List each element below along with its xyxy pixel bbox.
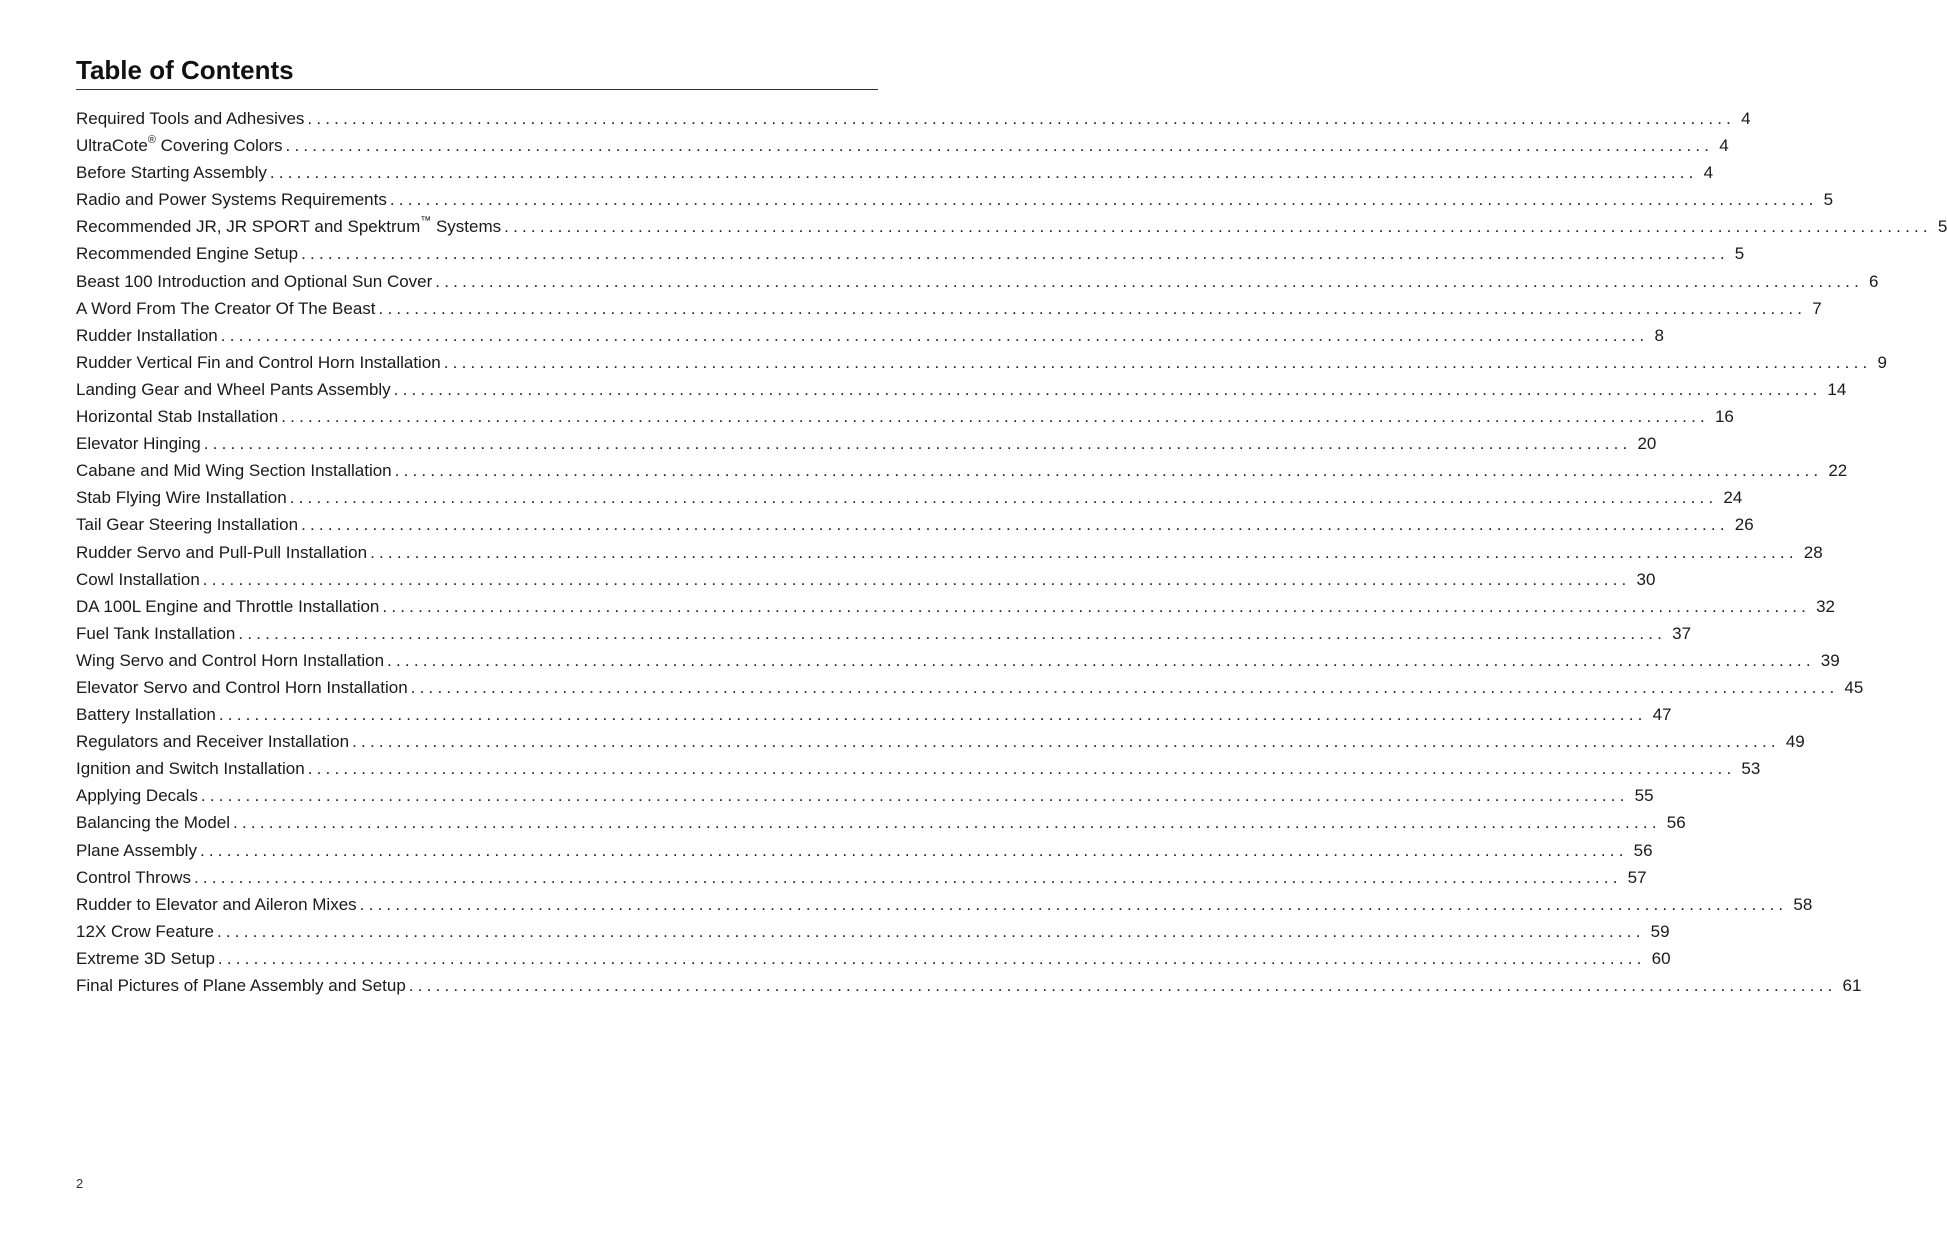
- toc-entry-page: 5: [1823, 190, 1834, 210]
- toc-entry[interactable]: [76, 945, 1671, 972]
- toc-entry-page: 4: [1741, 109, 1751, 128]
- toc-entry-title: [76, 864, 191, 891]
- dot-leader: ................................................................................................................................................................: [307, 759, 1736, 779]
- toc-entry[interactable]: [76, 484, 1743, 511]
- dot-leader: ................................................................................................................................................................: [443, 352, 1872, 372]
- toc-entry-title: [76, 566, 200, 593]
- toc-entry-page: 59: [1650, 921, 1670, 941]
- toc-entry-title: [76, 430, 201, 457]
- toc-entry-title-text: Horizontal Stab Installation: [76, 407, 279, 427]
- toc-entry[interactable]: [76, 268, 1879, 295]
- toc-entry-title: [76, 403, 278, 430]
- toc-entry[interactable]: [76, 511, 1754, 538]
- toc-entry[interactable]: [76, 755, 1761, 782]
- toc-entry[interactable]: [76, 322, 1664, 349]
- toc-entry-page: 5: [1937, 217, 1947, 237]
- toc-entry-title-text: Recommended Engine Setup: [76, 244, 299, 264]
- toc-entry[interactable]: [76, 132, 1729, 159]
- toc-entry[interactable]: [76, 647, 1840, 674]
- toc-entry-page: 6: [1869, 271, 1879, 291]
- toc-entry[interactable]: [76, 782, 1654, 809]
- dot-leader: ................................................................................................................................................................: [238, 623, 1667, 643]
- dot-leader: ................................................................................................................................................................: [193, 867, 1622, 887]
- toc-entry-title-text: A Word From The Creator Of The Beast: [76, 298, 376, 318]
- toc-entry-title: [76, 295, 376, 322]
- dot-leader: ................................................................................................................................................................: [199, 840, 1628, 860]
- toc-list: [76, 105, 1947, 999]
- toc-entry-title: [76, 945, 215, 972]
- toc-entry-page: 24: [1723, 488, 1743, 508]
- toc-entry[interactable]: [76, 159, 1714, 186]
- toc-entry[interactable]: [76, 213, 1947, 240]
- dot-leader: ................................................................................................................................................................: [370, 542, 1798, 562]
- toc-entry-title: [76, 511, 298, 538]
- toc-entry-page: 60: [1651, 948, 1671, 968]
- toc-entry[interactable]: [76, 240, 1745, 267]
- dot-leader: ................................................................................................................................................................: [504, 217, 1932, 237]
- toc-entry-title: [76, 105, 304, 132]
- toc-entry-title-text: Plane Assembly: [76, 840, 197, 860]
- toc-entry-title: [76, 809, 230, 836]
- toc-entry-page: 55: [1634, 786, 1654, 806]
- toc-entry-title-text: Rudder Servo and Pull-Pull Installation: [76, 542, 368, 562]
- toc-entry-page: 58: [1793, 894, 1813, 914]
- toc-entry-title: [76, 674, 408, 701]
- toc-entry[interactable]: [76, 403, 1734, 430]
- toc-entry-title: [76, 837, 197, 864]
- toc-entry-title: [76, 593, 379, 620]
- toc-entry-title-text: Extreme 3D Setup: [76, 948, 215, 968]
- toc-entry-title: [76, 186, 387, 213]
- dot-leader: ................................................................................................................................................................: [387, 650, 1815, 670]
- dot-leader: ................................................................................................................................................................: [435, 271, 1863, 291]
- toc-entry-page: 22: [1828, 461, 1848, 481]
- toc-entry-page: 47: [1652, 705, 1672, 725]
- toc-entry[interactable]: [76, 864, 1647, 891]
- trademark-symbol: ™: [420, 215, 432, 228]
- toc-entry[interactable]: [76, 539, 1823, 566]
- toc-entry-page: 28: [1803, 542, 1823, 562]
- dot-leader: ................................................................................................................................................................: [233, 813, 1661, 833]
- toc-entry-title-text: Fuel Tank Installation: [76, 623, 236, 643]
- toc-entry[interactable]: [76, 701, 1672, 728]
- toc-entry[interactable]: [76, 376, 1847, 403]
- toc-entry[interactable]: [76, 809, 1686, 836]
- toc-entry-title: [76, 159, 267, 186]
- dot-leader: ................................................................................................................................................................: [408, 976, 1837, 995]
- toc-entry-page: 26: [1734, 515, 1754, 535]
- toc-entry-title-text: Elevator Servo and Control Horn Installation: [76, 677, 408, 697]
- toc-entry-title: [76, 268, 432, 295]
- toc-entry-title: [76, 647, 384, 674]
- page-number: 2: [76, 1176, 84, 1191]
- toc-entry[interactable]: [76, 837, 1653, 864]
- toc-entry[interactable]: [76, 918, 1670, 945]
- toc-entry[interactable]: [76, 430, 1657, 457]
- toc-entry-title: [76, 728, 349, 755]
- dot-leader: ................................................................................................................................................................: [281, 407, 1709, 427]
- toc-entry-title-text: Cowl Installation: [76, 569, 200, 589]
- dot-leader: ................................................................................................................................................................: [378, 298, 1807, 318]
- toc-entry[interactable]: [76, 891, 1813, 918]
- toc-entry[interactable]: [76, 186, 1834, 213]
- dot-leader: ................................................................................................................................................................: [301, 515, 1729, 535]
- toc-entry-title: [76, 620, 235, 647]
- toc-entry-title: [76, 972, 406, 999]
- toc-entry-title-text: Elevator Hinging: [76, 434, 201, 454]
- toc-entry-title-text: Control Throws: [76, 867, 191, 887]
- toc-entry-title: [76, 213, 501, 240]
- toc-entry-title-text: UltraCote: [76, 136, 148, 156]
- toc-entry-title: [76, 918, 214, 945]
- toc-entry-title-text: Beast 100 Introduction and Optional Sun Cover: [76, 271, 433, 291]
- toc-entry-page: 16: [1714, 407, 1734, 427]
- dot-leader: ................................................................................................................................................................: [218, 705, 1647, 725]
- toc-entry-title-text: Required Tools and Adhesives: [76, 109, 305, 128]
- toc-entry-title-text: Regulators and Receiver Installation: [76, 732, 350, 752]
- dot-leader: ................................................................................................................................................................: [352, 732, 1780, 752]
- toc-entry-page: 61: [1842, 976, 1862, 995]
- dot-leader: ................................................................................................................................................................: [203, 434, 1632, 454]
- toc-entry-title: [76, 755, 305, 782]
- toc-entry-page: 32: [1816, 596, 1836, 616]
- toc-entry-page: 5: [1734, 244, 1745, 264]
- toc-entry-title-text: Battery Installation: [76, 705, 216, 725]
- dot-leader: ................................................................................................................................................................: [285, 136, 1714, 156]
- page-title: Table of Contents: [76, 55, 294, 85]
- toc-entry-title-text: Stab Flying Wire Installation: [76, 488, 287, 508]
- toc-entry-page: 4: [1719, 136, 1729, 156]
- toc-entry-title-text: DA 100L Engine and Throttle Installation: [76, 596, 380, 616]
- title-divider: [76, 89, 878, 90]
- toc-entry-title: [76, 349, 441, 376]
- toc-entry-page: 20: [1637, 434, 1657, 454]
- dot-leader: ................................................................................................................................................................: [217, 948, 1646, 968]
- toc-entry-page: 56: [1666, 813, 1686, 833]
- dot-leader: ................................................................................................................................................................: [216, 921, 1645, 941]
- toc-entry-title: [76, 132, 283, 159]
- toc-entry-page: 30: [1636, 569, 1656, 589]
- toc-entry-title-text: Covering Colors: [155, 136, 283, 156]
- toc-entry-page: 37: [1672, 623, 1692, 643]
- toc-entry-title: [76, 484, 287, 511]
- toc-entry-page: 9: [1877, 352, 1887, 372]
- toc-entry-title-text: Wing Servo and Control Horn Installation: [76, 650, 385, 670]
- dot-leader: ................................................................................................................................................................: [393, 379, 1822, 399]
- toc-entry-title-text: Systems: [431, 217, 502, 237]
- toc-entry[interactable]: [76, 105, 1751, 132]
- toc-entry-title-text: Rudder to Elevator and Aileron Mixes: [76, 894, 357, 914]
- toc-entry-page: 57: [1627, 867, 1647, 887]
- toc-entry-title-text: 12X Crow Feature: [76, 921, 214, 941]
- toc-entry-title-text: Tail Gear Steering Installation: [76, 515, 299, 535]
- dot-leader: ................................................................................................................................................................: [202, 569, 1631, 589]
- toc-entry[interactable]: [76, 620, 1692, 647]
- dot-leader: ................................................................................................................................................................: [301, 244, 1729, 264]
- toc-entry-title: [76, 539, 367, 566]
- dot-leader: ................................................................................................................................................................: [269, 163, 1698, 183]
- dot-leader: ................................................................................................................................................................: [307, 109, 1736, 128]
- toc-entry[interactable]: [76, 728, 1805, 755]
- toc-entry-page: 56: [1633, 840, 1653, 860]
- toc-entry-page: 14: [1827, 379, 1847, 399]
- toc-entry-title-text: Landing Gear and Wheel Pants Assembly: [76, 379, 391, 399]
- dot-leader: ................................................................................................................................................................: [389, 190, 1818, 210]
- toc-entry-title-text: Applying Decals: [76, 786, 198, 806]
- toc-entry-page: 53: [1741, 759, 1761, 779]
- dot-leader: ................................................................................................................................................................: [289, 488, 1718, 508]
- toc-entry-title-text: Cabane and Mid Wing Section Installation: [76, 461, 392, 481]
- toc-entry-page: 49: [1785, 732, 1805, 752]
- toc-entry-title-text: Recommended JR, JR SPORT and Spektrum: [76, 217, 421, 237]
- dot-leader: ................................................................................................................................................................: [359, 894, 1788, 914]
- toc-entry[interactable]: [76, 295, 1822, 322]
- dot-leader: ................................................................................................................................................................: [394, 461, 1823, 481]
- dot-leader: ................................................................................................................................................................: [382, 596, 1811, 616]
- toc-entry-title-text: Ignition and Switch Installation: [76, 759, 305, 779]
- toc-entry[interactable]: [76, 566, 1656, 593]
- toc-entry-title-text: Rudder Installation: [76, 325, 218, 345]
- toc-entry-title-text: Rudder Vertical Fin and Control Horn Installation: [76, 352, 441, 372]
- dot-leader: ................................................................................................................................................................: [220, 325, 1649, 345]
- toc-entry-page: 8: [1654, 325, 1664, 345]
- toc-entry[interactable]: [76, 593, 1836, 620]
- toc-entry[interactable]: [76, 674, 1864, 701]
- toc-entry-title: [76, 240, 298, 267]
- toc-entry-title-text: Before Starting Assembly: [76, 163, 267, 183]
- toc-entry-title: [76, 376, 391, 403]
- toc-entry-title: [76, 891, 357, 918]
- toc-entry-title-text: Final Pictures of Plane Assembly and Setup: [76, 976, 406, 995]
- toc-entry-title-text: Balancing the Model: [76, 813, 231, 833]
- toc-entry-title: [76, 457, 392, 484]
- toc-entry-page: 4: [1703, 163, 1714, 183]
- toc-entry-title: [76, 782, 198, 809]
- toc-entry-title: [76, 701, 216, 728]
- toc-entry-page: 39: [1820, 650, 1840, 670]
- trademark-symbol: ®: [147, 134, 156, 147]
- toc-entry-page: 45: [1844, 677, 1864, 697]
- toc-entry[interactable]: [76, 349, 1887, 376]
- toc-entry[interactable]: [76, 457, 1848, 484]
- toc-entry[interactable]: [76, 972, 1862, 999]
- dot-leader: ................................................................................................................................................................: [200, 786, 1629, 806]
- dot-leader: ................................................................................................................................................................: [410, 677, 1839, 697]
- toc-entry-title: [76, 322, 218, 349]
- toc-entry-title-text: Radio and Power Systems Requirements: [76, 190, 387, 210]
- toc-entry-page: 7: [1812, 298, 1822, 318]
